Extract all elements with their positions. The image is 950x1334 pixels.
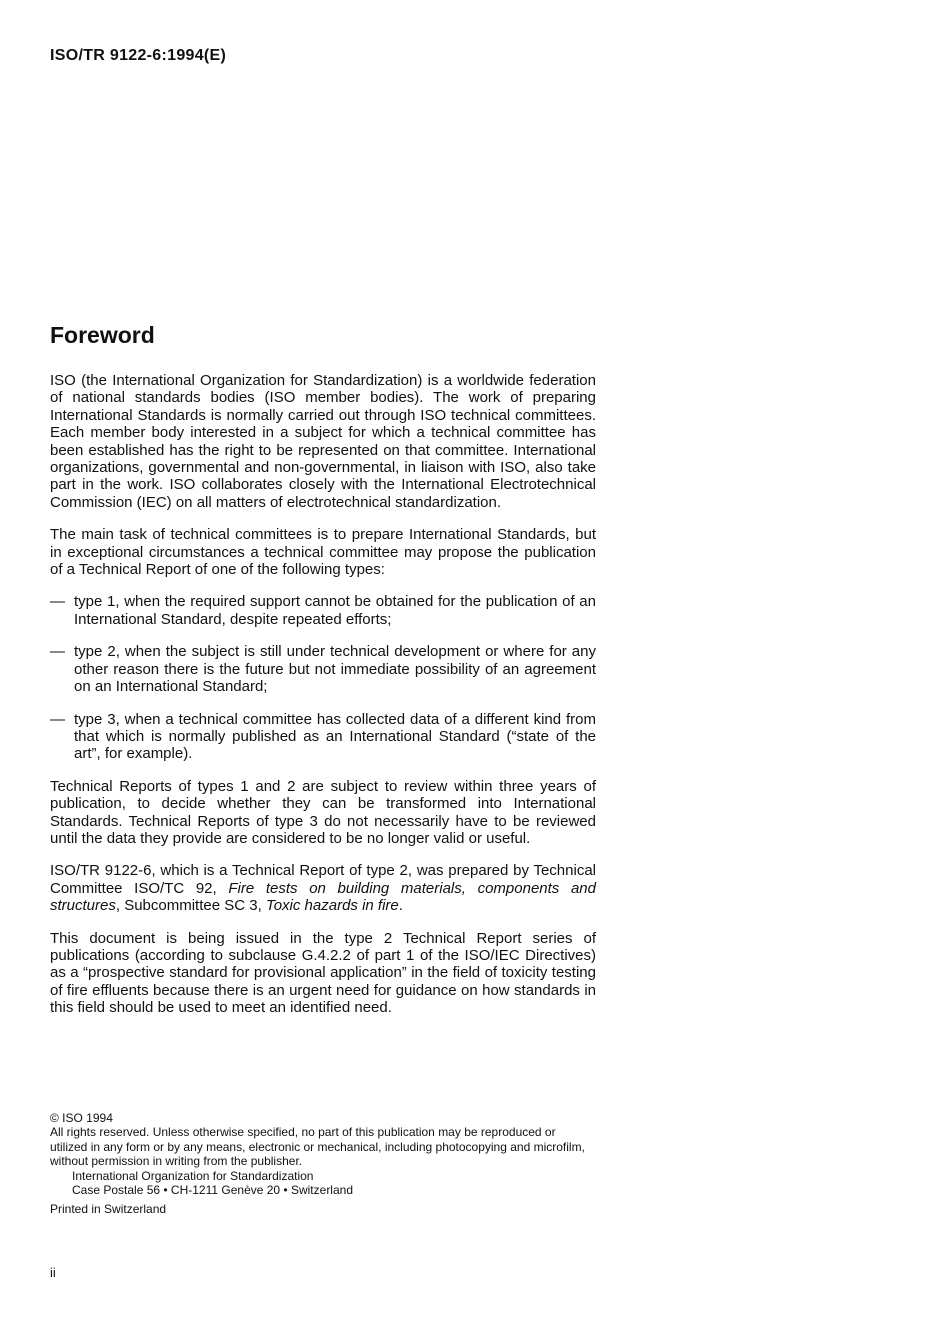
copyright-line: © ISO 1994 [50, 1111, 113, 1125]
rights-notice: All rights reserved. Unless otherwise specified, no part of this publication may be reproduced or utilized in any form or by any means, electronic or mechanical, including photocopying and microfilm, without permission in writing from the publisher. [50, 1125, 585, 1169]
paragraph-review: Technical Reports of types 1 and 2 are subject to review within three years of publication, to decide whether they can be transformed into International Standards. Technical Reports of type 3 do not necessarily have to be reviewed until the data they provide are considered to be no longer valid or useful. [50, 777, 596, 847]
copyright-block [50, 1111, 596, 1217]
printed-location: Printed in Switzerland [50, 1202, 167, 1217]
preparation-text: ISO/TR 9122-6, which is a Technical Report of type 2, was prepared by Technical Committee ISO/TC 92, [50, 862, 596, 897]
list-item-text: type 3, when a technical committee has collected data of a different kind from that which is normally published as an International Standard (“state of the art”, for example). [74, 710, 596, 763]
organization-address: Case Postale 56 • CH-1211 Genève 20 • Switzerland [72, 1183, 353, 1198]
paragraph-iso-intro: ISO (the International Organization for Standardization) is a worldwide federation of national standards bodies (ISO member bodies). The work of preparing International Standards is normally carried out through ISO technical committees. Each member body interested in a subject for which a technical committee has been established has the right to be represented on that committee. International organizations, governmental and non-governmental, in liaison with ISO, also take part in the work. ISO collaborates closely with the International Electrotechnical Commission (IEC) on all matters of electrotechnical standardization. [50, 372, 596, 511]
list-item-text: type 2, when the subject is still under technical development or where for any other reason there is the future but not immediate possibility of an agreement on an International Standard; [74, 643, 596, 696]
foreword-body [50, 372, 596, 1032]
paragraph-main-task: The main task of technical committees is to prepare International Standards, but in exceptional circumstances a technical committee may propose the publication of a Technical Report of one of the following types: [50, 526, 596, 579]
foreword-title: Foreword [50, 322, 155, 348]
paragraph-issuance: This document is being issued in the type 2 Technical Report series of publications (according to subclause G.4.2.2 of part 1 of the ISO/IEC Directives) as a “prospective standard for provisional application” in the field of toxicity testing of fire effluents because there is an urgent need for guidance on how standards in this field should be used to meet an identified need. [50, 929, 596, 1017]
page-number: ii [50, 1265, 56, 1280]
paragraph-preparation [50, 862, 596, 914]
committee-title: Fire tests on building materials, components and structures [50, 879, 596, 915]
dash-bullet: — [50, 593, 65, 611]
list-item-text: type 1, when the required support cannot be obtained for the publication of an International Standard, despite repeated efforts; [74, 593, 596, 628]
list-item-type-1 [50, 593, 596, 628]
document-id: ISO/TR 9122-6:1994(E) [50, 47, 227, 64]
list-item-type-3 [50, 711, 596, 763]
dash-bullet: — [50, 710, 65, 728]
organization-name: International Organization for Standardization [72, 1168, 314, 1183]
list-item-type-2 [50, 643, 596, 695]
subcommittee-title: Toxic hazards in fire [265, 897, 399, 915]
preparation-text-end: . [398, 897, 403, 915]
preparation-text-sc: , Subcommittee SC 3, [115, 897, 266, 915]
dash-bullet: — [50, 643, 65, 661]
